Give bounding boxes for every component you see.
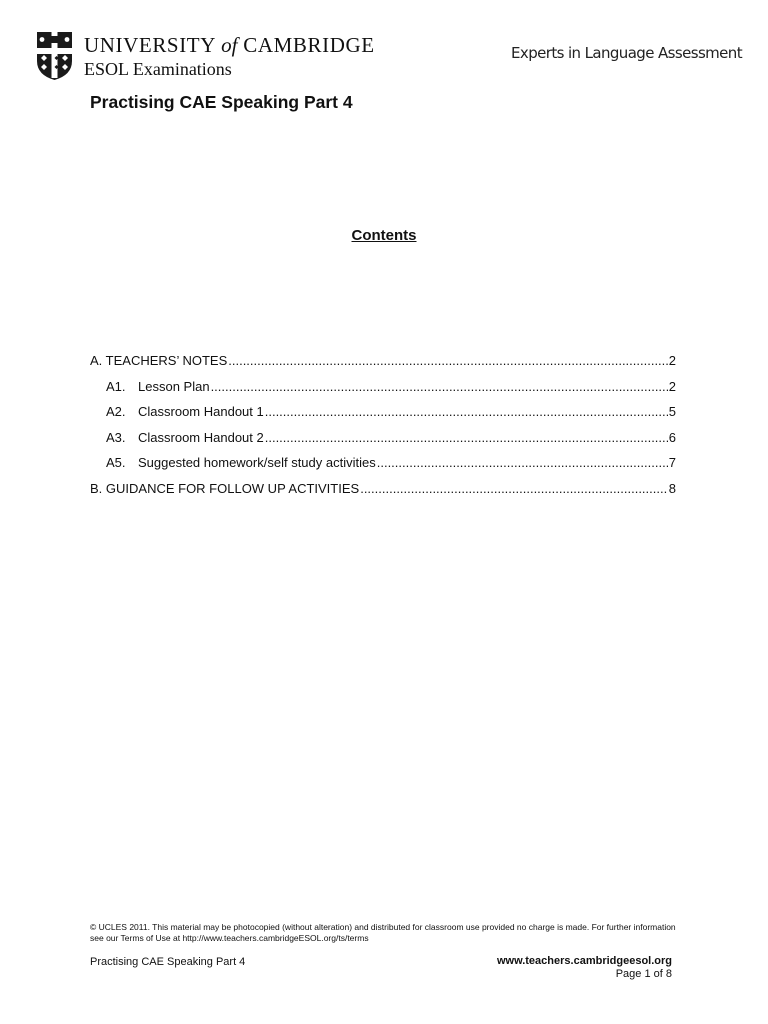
- university-name-part2: CAMBRIDGE: [243, 33, 375, 57]
- toc-page-number: 7: [668, 455, 676, 470]
- toc-label: Classroom Handout 1: [138, 404, 264, 419]
- toc-entry-guidance[interactable]: [90, 480, 676, 506]
- toc-number: A1.: [106, 378, 126, 394]
- toc-label: Lesson Plan: [138, 378, 210, 394]
- toc-leader-dots: [377, 454, 668, 472]
- toc-number: A2.: [106, 404, 126, 419]
- toc-leader-dots: [360, 480, 668, 498]
- footer-document-title: Practising CAE Speaking Part 4: [90, 956, 246, 968]
- toc-leader-dots: [228, 352, 668, 370]
- toc-label: A. TEACHERS’ NOTES: [90, 353, 228, 368]
- toc-entry-homework-activities[interactable]: [90, 454, 676, 480]
- university-name-of: of: [221, 33, 238, 57]
- contents-heading: Contents: [351, 227, 417, 244]
- university-name: [84, 33, 375, 58]
- toc-page-number: 8: [668, 480, 676, 496]
- copyright-notice: © UCLES 2011. This material may be photocopied (without alteration) and distributed for classroom use provided no charge is made. For further information see our Terms of Use at http://www.teachers.cambridgeESOL.org/ts/terms: [90, 922, 676, 943]
- toc-number: A5.: [106, 455, 126, 470]
- toc-page-number: 2: [668, 378, 676, 394]
- toc-leader-dots: [265, 429, 668, 447]
- toc-number: A3.: [106, 429, 126, 445]
- toc-entry-classroom-handout-2[interactable]: [90, 429, 676, 455]
- footer-page-number: Page 1 of 8: [615, 968, 672, 980]
- toc-page-number: 5: [668, 404, 676, 419]
- cambridge-crest-icon: [36, 31, 73, 81]
- table-of-contents: [90, 352, 676, 505]
- toc-leader-dots: [265, 403, 668, 421]
- toc-label: B. GUIDANCE FOR FOLLOW UP ACTIVITIES: [90, 480, 360, 496]
- toc-entry-teachers-notes[interactable]: [90, 352, 676, 378]
- toc-leader-dots: [211, 378, 668, 396]
- cambridge-esol-logo: [36, 31, 396, 83]
- toc-label: Suggested homework/self study activities: [138, 455, 376, 470]
- esol-examinations: ESOL Examinations: [84, 59, 232, 79]
- document-title: Practising CAE Speaking Part 4: [90, 92, 353, 112]
- header-tagline: Experts in Language Assessment: [511, 44, 742, 62]
- footer-right: [497, 955, 672, 981]
- toc-label: Classroom Handout 2: [138, 429, 264, 445]
- footer-website-link[interactable]: www.teachers.cambridgeesol.org: [496, 955, 672, 967]
- toc-page-number: 2: [668, 353, 676, 368]
- toc-entry-lesson-plan[interactable]: [90, 378, 676, 404]
- toc-page-number: 6: [668, 429, 676, 445]
- university-name-part1: UNIVERSITY: [84, 33, 216, 57]
- toc-entry-classroom-handout-1[interactable]: [90, 403, 676, 429]
